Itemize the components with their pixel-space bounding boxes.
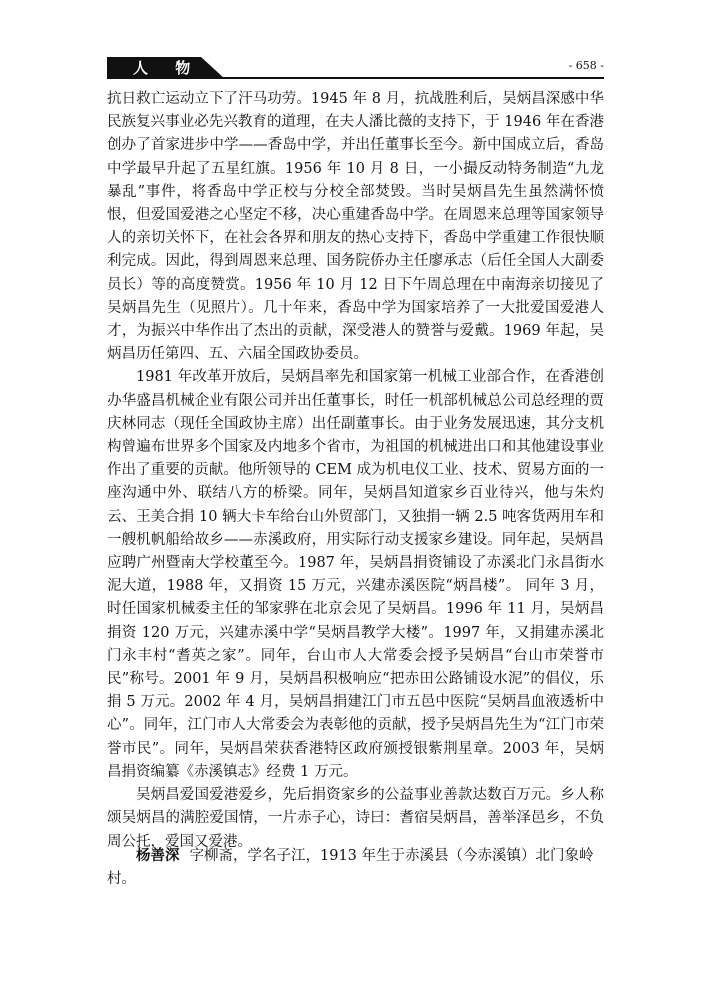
header-rule (107, 77, 604, 79)
paragraph-continued: 抗日救亡运动立下了汗马功劳。1945 年 8 月，抗战胜利后，吴炳昌深感中华民族复兴事业必先兴教育的道理，在夫人潘比薇的支持下，于 1946 年在香港创办了首家进步中学——香岛中学，并出任董事长至今。新中国成立后，香岛中学最早升起了五星红旗。1956 年 10 月 8 日，一小撮反动特务制造“九龙暴乱”事件，将香岛中学正校与分校全部焚毁。当时吴炳昌先生虽然满怀愤恨，但爱国爱港之心坚定不移，决心重建香岛中学。在周恩来总理等国家领导人的亲切关怀下，在社会各界和朋友的热心支持下，香岛中学重建工作很快顺利完成。因此，得到周恩来总理、国务院侨办主任廖承志（后任全国人大副委员长）等的高度赞赏。1956 年 10 月 12 日下午周总理在中南海亲切接见了吴炳昌先生（见照片）。几十年来，香岛中学为国家培养了一大批爱国爱港人才，为振兴中华作出了杰出的贡献，深受港人的赞誉与爱戴。1969 年起，吴炳昌历任第四、五、六届全国政协委员。 (107, 91, 604, 363)
article-body (107, 88, 604, 854)
bio-entry (107, 845, 604, 891)
bio-text: 字柳斋，学名子江，1913 年生于赤溪县（今赤溪镇）北门象岭村。 (107, 848, 594, 888)
section-title: 人 物 (133, 59, 202, 77)
page-header (107, 57, 604, 79)
paragraph-praise: 吴炳昌爱国爱港爱乡，先后捐资家乡的公益事业善款达数百万元。乡人称颂吴炳昌的满腔爱国情，一片赤子心，诗曰：耆宿吴炳昌，善举泽邑乡，不负周公托，爱国又爱港。 (107, 787, 604, 850)
bio-name: 杨善深 (136, 848, 180, 864)
paragraph-reform-era: 1981 年改革开放后，吴炳昌率先和国家第一机械工业部合作，在香港创办华盛昌机械企业有限公司并出任董事长，时任一机部机械总公司总经理的贾庆林同志（现任全国政协主席）出任副董事长。由于业务发展迅速，其分支机构曾遍布世界多个国家及内地多个省市，为祖国的机械进出口和其他建设事业作出了重要的贡献。他所领导的 CEM 成为机电仪工业、技术、贸易方面的一座沟通中外、联结八方的桥梁。同年，吴炳昌知道家乡百业待兴，他与朱灼云、王美合捐 10 辆大卡车给台山外贸部门，又独捐一辆 2.5 吨客货两用车和一艘机帆船给故乡——赤溪政府，用实际行动支援家乡建设。同年起，吴炳昌应聘广州暨南大学校董至今。1987 年，吴炳昌捐资铺设了赤溪北门永昌街水泥大道，1988 年，又捐资 15 万元，兴建赤溪医院“炳昌楼”。 同年 3 月，时任国家机械委主任的邹家骅在北京会见了吴炳昌。1996 年 11 月，吴炳昌捐资 120 万元，兴建赤溪中学“吴炳昌教学大楼”。1997 年，又捐建赤溪北门永丰村“耆英之家”。同年，台山市人大常委会授予吴炳昌“台山市荣誉市民”称号。2001 年 9 月，吴炳昌积极响应“把赤田公路铺设水泥”的倡仪，乐捐 5 万元。2002 年 4 月，吴炳昌捐建江门市五邑中医院“吴炳昌血液透析中心”。同年，江门市人大常委会为表彰他的贡献，授予吴炳昌先生为“江门市荣誉市民”。同年，吴炳昌荣获香港特区政府颁授银紫荆星章。2003 年，吴炳昌捐资编纂《赤溪镇志》经费 1 万元。 (107, 369, 604, 780)
page-number: - 658 - (568, 59, 604, 72)
